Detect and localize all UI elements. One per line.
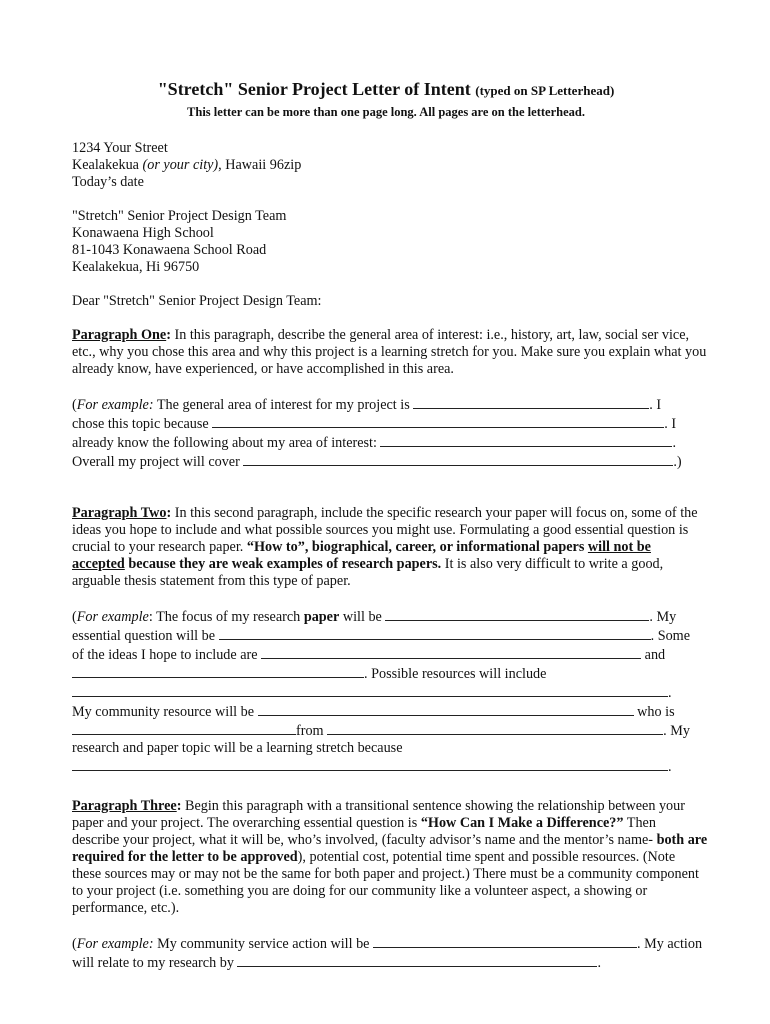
sender-address [72, 140, 700, 191]
blank-field[interactable] [72, 757, 668, 771]
blank-field[interactable] [72, 721, 296, 735]
paragraph-two-heading: Paragraph Two [72, 505, 167, 521]
page-title [72, 78, 700, 102]
example-one: (For example: The general area of interest for my project is . I chose this topic because . I already know the following about my area of interest: . Overall my project will cover .) [72, 397, 682, 470]
blank-field[interactable] [72, 664, 364, 678]
blank-field[interactable] [258, 702, 634, 716]
blank-field[interactable] [237, 953, 597, 967]
sender-city: Kealakekua (or your city), Hawaii 96zip [72, 157, 302, 173]
paragraph-two-instructions: Paragraph Two: In this second paragraph, include the specific research your paper will focus on, some of the ideas you hope to include and what possible sources you might use. Formulating a good essential question is crucial to your research paper. “How to”, biographical, career, or informational papers will not be accepted because they are weak examples of research papers. It is also very difficult to write a good, arguable thesis statement from this type of paper. [72, 505, 698, 589]
blank-field[interactable] [72, 683, 668, 697]
recipient-line: "Stretch" Senior Project Design Team [72, 208, 287, 224]
blank-field[interactable] [212, 414, 664, 428]
paragraph-three-instructions: Paragraph Three: Begin this paragraph with a transitional sentence showing the relationship between your paper and your project. The overarching essential question is “How Can I Make a Difference?” Then describe your project, what it will be, who’s involved, (faculty advisor’s name and the mentor’s name- both are required for the letter to be approved), potential cost, potential time spent and possible resources. (Note these sources may or may not be the same for both paper and project.) There must be a community component to your project (i.e. something you are doing for our community like a volunteer aspect, a showing or performance, etc.). [72, 798, 708, 916]
blank-field[interactable] [373, 934, 637, 948]
recipient-line: Kealakekua, Hi 96750 [72, 259, 200, 275]
letter-page [72, 78, 708, 972]
recipient-line: Konawaena High School [72, 225, 214, 241]
sender-date: Today’s date [72, 174, 144, 190]
paragraph-one-instructions: Paragraph One: In this paragraph, describe the general area of interest: i.e., history, art, law, social ser vice, etc., why you chose this area and why this project is a learning stretch for you. Make sure you explain what you already know, have experienced, or have accomplished in this area. [72, 327, 707, 377]
recipient-address [72, 208, 700, 276]
sender-street: 1234 Your Street [72, 140, 168, 156]
blank-field[interactable] [261, 645, 641, 659]
blank-field[interactable] [327, 721, 663, 735]
paragraph-one-heading: Paragraph One [72, 327, 167, 343]
salutation: Dear "Stretch" Senior Project Design Team: [72, 293, 322, 309]
blank-field[interactable] [380, 433, 672, 447]
example-three: (For example: My community service action will be . My action will relate to my research by . [72, 936, 703, 971]
paragraph-three-heading: Paragraph Three [72, 798, 177, 814]
blank-field[interactable] [385, 607, 649, 621]
blank-field[interactable] [219, 626, 651, 640]
page-subtitle: This letter can be more than one page long. All pages are on the letterhead. [187, 105, 585, 119]
blank-field[interactable] [413, 395, 649, 409]
recipient-line: 81-1043 Konawaena School Road [72, 242, 267, 258]
title-main: "Stretch" Senior Project Letter of Intent [157, 79, 471, 99]
example-two: (For example: The focus of my research paper will be . My essential question will be . Some of the ideas I hope to include are and . Possible resources will include . My community resource will be who is from . My research and paper topic will be a learning stretch because . [72, 609, 691, 775]
title-note: (typed on SP Letterhead) [475, 83, 615, 98]
blank-field[interactable] [243, 452, 673, 466]
